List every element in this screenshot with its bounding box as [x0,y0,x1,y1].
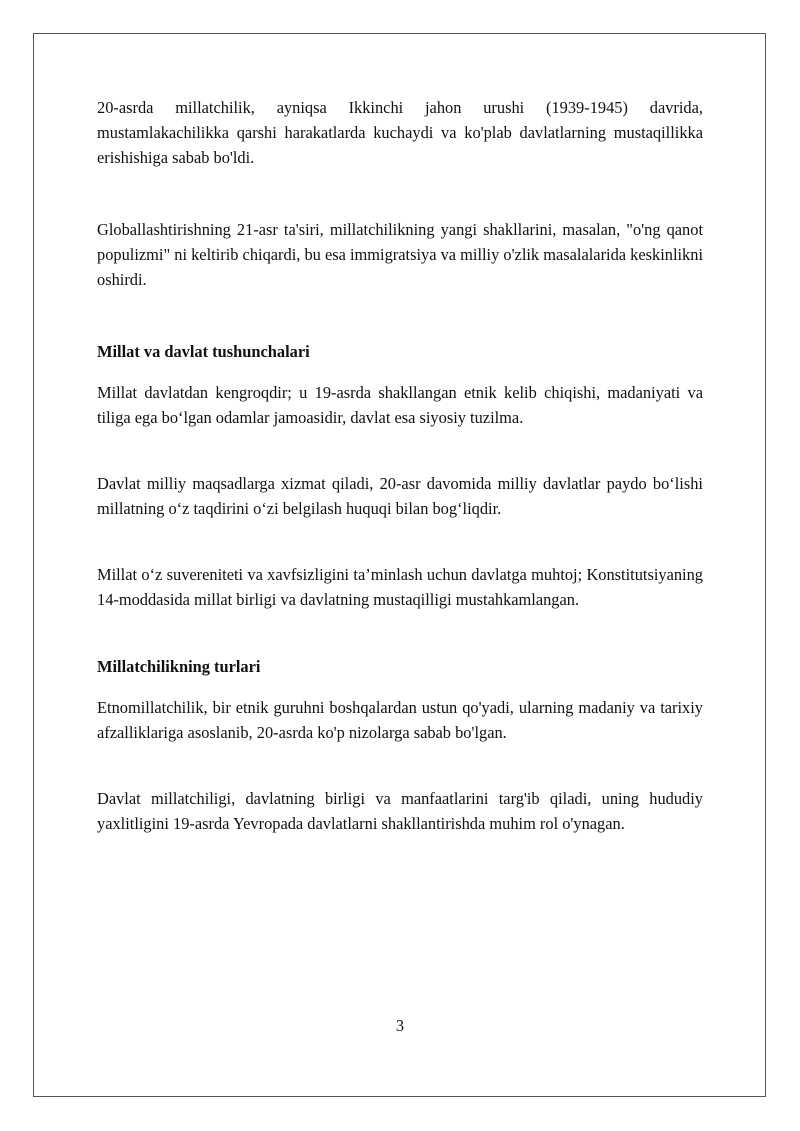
paragraph-millat-davlatdan-kengroq: Millat davlatdan kengroqdir; u 19-asrda shakllangan etnik kelib chiqishi, madaniyati va tiliga ega bo‘lgan odamlar jamoasidir, davlat esa siyosiy tuzilma. [97,383,703,427]
paragraph-etnomillatchilik: Etnomillatchilik, bir etnik guruhni boshqalardan ustun qo'yadi, ularning madaniy va tarixiy afzalliklariga asoslanib, 20-asrda ko'p nizolarga sabab bo'lgan. [97,698,703,742]
paragraph-globallashtirish: Globallashtirishning 21-asr ta'siri, millatchilikning yangi shakllarini, masalan, "o'ng qanot populizmi" ni keltirib chiqardi, bu esa immigratsiya va milliy o'zlik masalalarida keskinlikni oshirdi. [97,220,703,289]
paragraph-davlat-millatchiligi: Davlat millatchiligi, davlatning birligi va manfaatlarini targ'ib qiladi, uning hududiy yaxlitligini 19-asrda Yevropada davlatlarni shakllantirishda muhim rol o'ynagan. [97,789,703,833]
section-heading-millat-va-davlat: Millat va davlat tushunchalari [97,342,310,361]
paragraph-millat-suvereniteti: Millat o‘z suvereniteti va xavfsizligini ta’minlash uchun davlatga muhtoj; Konstitutsiyaning 14-moddasida millat birligi va davlatning mustaqilligi mustahkamlangan. [97,565,703,609]
paragraph-davlat-milliy-maqsadlar: Davlat milliy maqsadlarga xizmat qiladi, 20-asr davomida milliy davlatlar paydo bo‘lishi millatning o‘z taqdirini o‘zi belgilash huquqi bilan bog‘liqdir. [97,474,703,518]
page-number: 3 [395,1016,405,1035]
page-content [97,95,703,836]
section-heading-millatchilik-turlari: Millatchilikning turlari [97,657,261,676]
paragraph-millatchilik-20-asr: 20-asrda millatchilik, ayniqsa Ikkinchi jahon urushi (1939-1945) davrida, mustamlakachilikka qarshi harakatlarda kuchaydi va ko'plab davlatlarning mustaqillikka erishishiga sabab bo'ldi. [97,98,703,167]
